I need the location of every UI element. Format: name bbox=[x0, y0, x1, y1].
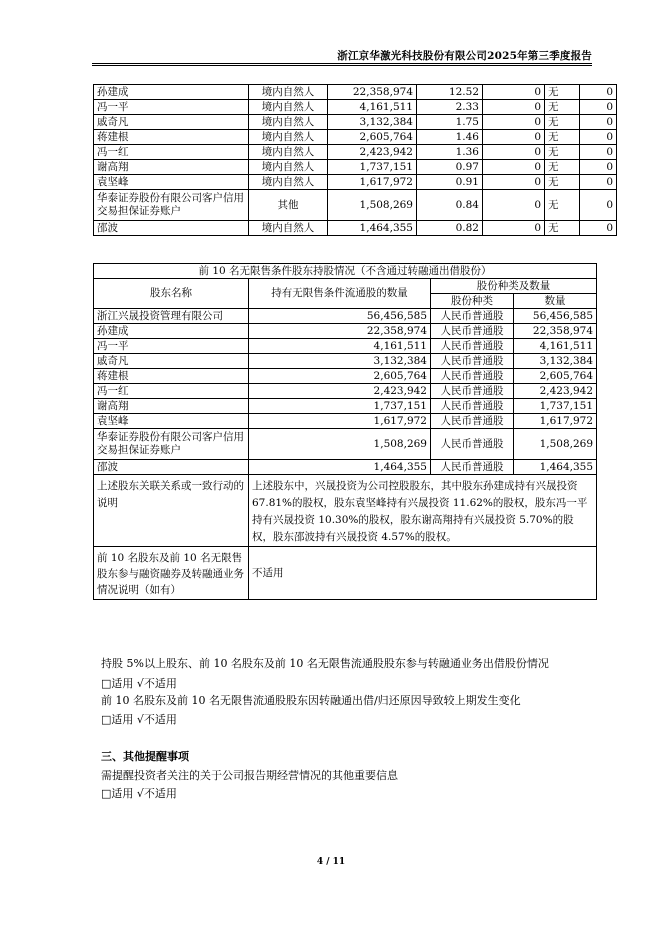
share-count: 4,161,511 bbox=[514, 339, 597, 354]
holder-type: 境内自然人 bbox=[249, 145, 328, 160]
holder-pledge: 无 bbox=[545, 160, 580, 175]
table-row bbox=[94, 145, 617, 160]
col-header-qty: 持有无限售条件流通股的数量 bbox=[249, 279, 431, 309]
holder-shares: 22,358,974 bbox=[328, 85, 417, 100]
table-section-title: 前 10 名无限售条件股东持股情况（不含通过转融通出借股份） bbox=[94, 264, 597, 279]
holder-name: 戚奇凡 bbox=[94, 115, 249, 130]
holder-pct: 0.97 bbox=[417, 160, 483, 175]
holder-pct: 0.84 bbox=[417, 190, 483, 221]
table-row bbox=[94, 221, 617, 236]
share-count: 56,456,585 bbox=[514, 309, 597, 324]
holder-pct: 1.46 bbox=[417, 130, 483, 145]
holder-qty: 1,464,355 bbox=[249, 460, 431, 475]
holder-shares: 2,423,942 bbox=[328, 145, 417, 160]
holder-pledge-qty: 0 bbox=[580, 160, 617, 175]
table-header-row bbox=[94, 279, 597, 294]
share-kind: 人民币普通股 bbox=[431, 399, 514, 414]
holder-name: 蒋建根 bbox=[94, 369, 249, 384]
relation-text: 上述股东中，兴晟投资为公司控股股东，其中股东孙建成持有兴晟投资 67.81%的股权，股东袁坚峰持有兴晟投资 11.62%的股权，股东冯一平持有兴晟投资 10.30%的股权，股东谢高翔持有兴晟投资 5.70%的股权，股东邵波持有兴晟投资 4.57%的股权。 bbox=[249, 475, 597, 547]
holder-name: 邵波 bbox=[94, 460, 249, 475]
share-kind: 人民币普通股 bbox=[431, 414, 514, 429]
holder-restricted: 0 bbox=[483, 130, 545, 145]
share-count: 2,605,764 bbox=[514, 369, 597, 384]
holder-shares: 4,161,511 bbox=[328, 100, 417, 115]
table-row bbox=[94, 85, 617, 100]
table-row bbox=[94, 190, 617, 221]
holder-restricted: 0 bbox=[483, 85, 545, 100]
relation-label: 上述股东关联关系或一致行动的说明 bbox=[94, 475, 249, 547]
section-description: 需提醒投资者关注的关于公司报告期经营情况的其他重要信息 bbox=[101, 769, 398, 782]
change-applicability: □适用 √不适用 bbox=[101, 713, 177, 726]
holder-restricted: 0 bbox=[483, 160, 545, 175]
holder-qty: 1,737,151 bbox=[249, 399, 431, 414]
share-count: 1,464,355 bbox=[514, 460, 597, 475]
share-count: 1,617,972 bbox=[514, 414, 597, 429]
share-kind: 人民币普通股 bbox=[431, 354, 514, 369]
share-kind: 人民币普通股 bbox=[431, 339, 514, 354]
share-kind: 人民币普通股 bbox=[431, 309, 514, 324]
holder-pledge: 无 bbox=[545, 130, 580, 145]
table-row bbox=[94, 130, 617, 145]
holder-restricted: 0 bbox=[483, 190, 545, 221]
holder-qty: 1,617,972 bbox=[249, 414, 431, 429]
col-header-kind-group: 股份种类及数量 bbox=[431, 279, 597, 294]
table-row bbox=[94, 324, 597, 339]
margin-row bbox=[94, 547, 597, 600]
holder-name: 袁坚峰 bbox=[94, 414, 249, 429]
holder-pledge: 无 bbox=[545, 115, 580, 130]
holder-pledge-qty: 0 bbox=[580, 145, 617, 160]
holder-restricted: 0 bbox=[483, 115, 545, 130]
share-kind: 人民币普通股 bbox=[431, 384, 514, 399]
holder-pct: 1.36 bbox=[417, 145, 483, 160]
holder-name: 谢高翔 bbox=[94, 160, 249, 175]
holder-qty: 2,605,764 bbox=[249, 369, 431, 384]
table-row bbox=[94, 414, 597, 429]
holder-type: 境内自然人 bbox=[249, 115, 328, 130]
table-row bbox=[94, 339, 597, 354]
share-kind: 人民币普通股 bbox=[431, 324, 514, 339]
holder-pct: 1.75 bbox=[417, 115, 483, 130]
holder-pledge: 无 bbox=[545, 221, 580, 236]
holder-shares: 3,132,384 bbox=[328, 115, 417, 130]
holder-qty: 3,132,384 bbox=[249, 354, 431, 369]
holder-qty: 4,161,511 bbox=[249, 339, 431, 354]
holder-restricted: 0 bbox=[483, 221, 545, 236]
table-row bbox=[94, 369, 597, 384]
holder-name: 孙建成 bbox=[94, 85, 249, 100]
holder-name: 冯一红 bbox=[94, 384, 249, 399]
holder-type: 境内自然人 bbox=[249, 100, 328, 115]
holder-qty: 56,456,585 bbox=[249, 309, 431, 324]
holder-name: 戚奇凡 bbox=[94, 354, 249, 369]
holder-shares: 1,737,151 bbox=[328, 160, 417, 175]
page-number: 4 / 11 bbox=[316, 857, 346, 867]
table-row bbox=[94, 100, 617, 115]
table-row bbox=[94, 429, 597, 460]
section-title: 三、其他提醒事项 bbox=[101, 750, 189, 763]
margin-text: 不适用 bbox=[249, 547, 597, 600]
holder-pledge: 无 bbox=[545, 145, 580, 160]
holder-name: 冯一红 bbox=[94, 145, 249, 160]
holder-name: 袁坚峰 bbox=[94, 175, 249, 190]
holder-name: 谢高翔 bbox=[94, 399, 249, 414]
holder-qty: 2,423,942 bbox=[249, 384, 431, 399]
holder-pledge: 无 bbox=[545, 100, 580, 115]
holder-name: 蒋建根 bbox=[94, 130, 249, 145]
change-note: 前 10 名股东及前 10 名无限售流通股股东因转融通出借/归还原因导致较上期发生变化 bbox=[101, 694, 521, 707]
top-holders-table bbox=[93, 84, 617, 236]
holder-type: 境内自然人 bbox=[249, 85, 328, 100]
table-row bbox=[94, 115, 617, 130]
share-kind: 人民币普通股 bbox=[431, 460, 514, 475]
share-count: 1,508,269 bbox=[514, 429, 597, 460]
holder-shares: 2,605,764 bbox=[328, 130, 417, 145]
top-holders-body bbox=[94, 85, 617, 236]
table-section-title-row bbox=[94, 264, 597, 279]
unrestricted-holders-table bbox=[93, 263, 597, 600]
share-count: 22,358,974 bbox=[514, 324, 597, 339]
relation-row bbox=[94, 475, 597, 547]
col-header-kind: 股份种类 bbox=[431, 294, 514, 309]
holder-name: 冯一平 bbox=[94, 339, 249, 354]
holder-restricted: 0 bbox=[483, 145, 545, 160]
holder-pledge-qty: 0 bbox=[580, 85, 617, 100]
lending-applicability: □适用 √不适用 bbox=[101, 677, 177, 690]
holder-name: 浙江兴晟投资管理有限公司 bbox=[94, 309, 249, 324]
table-row bbox=[94, 399, 597, 414]
holder-shares: 1,464,355 bbox=[328, 221, 417, 236]
col-header-count: 数量 bbox=[514, 294, 597, 309]
holder-name: 邵波 bbox=[94, 221, 249, 236]
holder-type: 境内自然人 bbox=[249, 221, 328, 236]
holder-type: 境内自然人 bbox=[249, 160, 328, 175]
table-row bbox=[94, 309, 597, 324]
holder-pledge: 无 bbox=[545, 190, 580, 221]
holder-pledge-qty: 0 bbox=[580, 190, 617, 221]
holder-pledge: 无 bbox=[545, 85, 580, 100]
holder-pledge-qty: 0 bbox=[580, 100, 617, 115]
holder-name: 华泰证券股份有限公司客户信用交易担保证券账户 bbox=[94, 429, 249, 460]
holder-type: 境内自然人 bbox=[249, 175, 328, 190]
holder-name: 冯一平 bbox=[94, 100, 249, 115]
holder-name: 华泰证券股份有限公司客户信用交易担保证券账户 bbox=[94, 190, 249, 221]
col-header-name: 股东名称 bbox=[94, 279, 249, 309]
share-kind: 人民币普通股 bbox=[431, 369, 514, 384]
header-rule bbox=[92, 63, 592, 64]
holder-shares: 1,508,269 bbox=[328, 190, 417, 221]
holder-pct: 0.91 bbox=[417, 175, 483, 190]
table-row bbox=[94, 160, 617, 175]
share-count: 3,132,384 bbox=[514, 354, 597, 369]
holder-pledge-qty: 0 bbox=[580, 221, 617, 236]
holder-pct: 2.33 bbox=[417, 100, 483, 115]
share-kind: 人民币普通股 bbox=[431, 429, 514, 460]
section-applicability: □适用 √不适用 bbox=[101, 787, 177, 800]
holder-name: 孙建成 bbox=[94, 324, 249, 339]
report-header-title: 浙江京华激光科技股份有限公司2025年第三季度报告 bbox=[337, 50, 592, 62]
holder-shares: 1,617,972 bbox=[328, 175, 417, 190]
holder-type: 其他 bbox=[249, 190, 328, 221]
holder-restricted: 0 bbox=[483, 175, 545, 190]
holder-qty: 22,358,974 bbox=[249, 324, 431, 339]
holder-pledge-qty: 0 bbox=[580, 115, 617, 130]
header-rule-thin bbox=[92, 65, 592, 66]
table-row bbox=[94, 460, 597, 475]
table-row bbox=[94, 384, 597, 399]
share-count: 1,737,151 bbox=[514, 399, 597, 414]
share-count: 2,423,942 bbox=[514, 384, 597, 399]
table-row bbox=[94, 175, 617, 190]
holder-qty: 1,508,269 bbox=[249, 429, 431, 460]
lending-note: 持股 5%以上股东、前 10 名股东及前 10 名无限售流通股股东参与转融通业务出借股份情况 bbox=[101, 657, 549, 670]
margin-label: 前 10 名股东及前 10 名无限售股东参与融资融券及转融通业务情况说明（如有） bbox=[94, 547, 249, 600]
holder-pledge-qty: 0 bbox=[580, 130, 617, 145]
holder-pct: 0.82 bbox=[417, 221, 483, 236]
holder-pledge-qty: 0 bbox=[580, 175, 617, 190]
holder-restricted: 0 bbox=[483, 100, 545, 115]
table-row bbox=[94, 354, 597, 369]
holder-pledge: 无 bbox=[545, 175, 580, 190]
holder-type: 境内自然人 bbox=[249, 130, 328, 145]
holder-pct: 12.52 bbox=[417, 85, 483, 100]
